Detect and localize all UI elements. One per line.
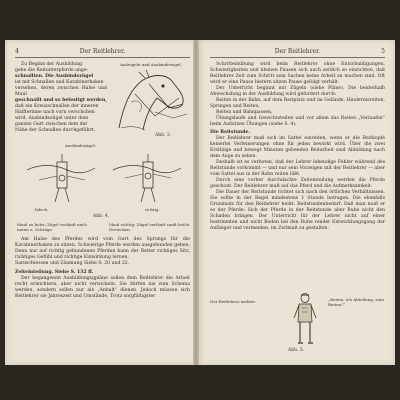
running-title: Der Reitlehrer. xyxy=(79,48,126,55)
open-book xyxy=(5,40,395,365)
fig4-side-caption: Ausbindezügel. xyxy=(65,143,97,148)
header-rule xyxy=(15,57,190,58)
fig3-caption: Aufzügeln und Ausbindezügel. xyxy=(120,62,182,67)
left-page xyxy=(5,40,200,365)
page-number: 4 xyxy=(15,48,19,55)
paragraph: Übungslaufe und Gewichtsteilen und vor allem das Reiten „Verlaufen“ beim Aufsitzen Übungen (siehe S. 4). xyxy=(210,116,385,127)
intro-line: Nähe der Schnallen durchgeführt. xyxy=(15,128,96,133)
fig4-text-right: Maul richtig; Zügel verläuft sanft leicht Dreiecken. xyxy=(109,222,190,232)
intro-line: wird. Ausbindezügel unter dem xyxy=(15,116,89,121)
left-body-text xyxy=(15,237,190,300)
right-body-text xyxy=(210,62,385,232)
paragraph: Reiten in der Bahn, auf dem Reitplatz und im Gelände, Hindernisreiten, Springen und Reiten, xyxy=(210,98,385,109)
right-page xyxy=(200,40,395,365)
fig4-right-label: richtig. xyxy=(145,207,160,212)
paragraph: Schritteinübung wird beim Reitlehrer ohne Entschuldigungen, Schwierigkeiten und kleinen Pausen sich auch zeitlich so einrichten, daß Reitlehrer Zeit zum Schritt sein Sachen keine Arbeit zu machen sind. Oft wird er eine Pause bietern sitzen Pause gefolgt verhält. xyxy=(210,62,385,85)
fig5-label: Abb. 5. xyxy=(288,348,305,353)
paragraph: Am Halse des Pferdes wird vom Gurt des Sprungs für die Karabinerhaken zu sitzen. Schwierige Pferde werden ausgebunden geben. Denn nur auf richtig gebundenen Pferden kann der Reiter richtiges Sitz, richtiges Gefühl und richtige Einwirkung lernen. xyxy=(15,237,190,260)
fig4-text-left: Maul zu hohe; Zügel verläuft nach unten u. Schräge. xyxy=(17,222,87,232)
header-rule xyxy=(210,57,385,58)
paragraph: Die Dauer der Reitstunde richtet sich nach den örtlichen Verhältnissen. Sie sollte in der Regel mindestens 1 Stunde betragen. Die ebenfalls Grundsatz für den Reitlehrer heißt: Reitstundenbedarf. Daß man muß er es der Pferde: Sich der Pferde in der Reitstunde aber Ruhe nicht den Schaden bringen. Der Unterricht für der Lehrer nicht auf einer bestimmten und nicht Boden bei den Ruhe rendet Entwicklungsgang der Anfänger und vermeiden, im Zeitmaß zu gestalten. xyxy=(210,190,385,231)
wrong-bridle-diagram xyxy=(27,154,95,202)
bridle-diagrams-illustration xyxy=(19,150,189,208)
fig5-caption-left: Der Reitlehrer meldet: xyxy=(210,299,257,304)
intro-line: ist mit Schnallen und Karabinerhaken xyxy=(15,80,104,85)
book-gutter xyxy=(193,40,199,365)
intro-line: versehen, deren zwischen Halse und Maul xyxy=(15,86,107,97)
paragraph: Der Reitlehrer muß sich im Sattel einreiten, wenn er die Reitkopfe keinerlei Verfeinerungen ohne für jeden bewirkt wird. Über die zwei Erstlinge und bewegt Minuten gebenden Reitarbeit sind Abbildung nach dem Auge zu sehen. xyxy=(210,136,385,159)
fig3-label: Abb. 3. xyxy=(155,133,172,138)
paragraph: Der begangenen Ausbildungsgpläne sollen dem Reitlehrer die Arbeit recht erleichtern, aber nicht verwickeln. Sie dürfen nie zum Schema werden, sondern sollen nur als „Anhalt“ dienen. Jedoch müssen sich Reitlehrer sie Jahreszeit und Umstände, Trotz sorgfältigster xyxy=(15,276,190,299)
fig5-caption-right: „Reiten, ich Abteilung, zum Reiten!“ xyxy=(328,297,384,307)
correct-bridle-diagram xyxy=(113,154,181,202)
paragraph: Reiten und Bahnpassen, xyxy=(216,110,273,115)
fig4-left-label: falsch. xyxy=(35,207,49,212)
section-heading: Die Reitstunde. xyxy=(210,130,250,135)
paragraph: Der Unterricht beginnt mit Zügeln (siehe Pläne). Die beiderhalb Abwechslung in der Ausbildung wird gefordert durch: xyxy=(210,86,385,97)
paragraph: Durch eine vorher durchdachte Zeiteinteilung werden die Pferde geschont. Der Reitlehrer muß auf das Pferd und die Aufmerksamkeit. xyxy=(210,178,385,189)
fig4-label: Abb. 4. xyxy=(93,214,110,219)
page-number: 5 xyxy=(381,48,385,55)
intro-line: Halfterinne nach vorn verschoben xyxy=(15,110,95,115)
section-heading: Zeiteinteilung. Siehe S. 132 ff. xyxy=(15,270,94,275)
intro-line: Zu Beginn der Ausbildung xyxy=(21,62,83,67)
paragraph: Deshalb ist es verboten, daß der Lehrer lebendige Fehler während des Reitstunde vorkommt — und nur sein Vorzeigen mit der Reitlehrer — aber vom Sattel aus in der Bahn reiten läßt. xyxy=(210,160,385,177)
intro-line: schnallten. Die Ausbindezügel xyxy=(15,74,94,79)
paragraph: Sarnschiessen und Zäumung Siehe S. 20 und 22. xyxy=(15,261,130,266)
running-title: Der Reitlehrer. xyxy=(274,48,321,55)
intro-line: ganzen Gurt zwischen dem der xyxy=(15,122,88,127)
intro-line: gebe die Reitunterpferde ange- xyxy=(15,68,89,73)
intro-line: daß ein Kreuzschnallen der inneren xyxy=(15,104,99,109)
intro-line: geschnallt und so befestigt werden, xyxy=(15,98,107,103)
horse-head-illustration xyxy=(109,68,193,132)
intro-text xyxy=(15,62,107,134)
riding-instructor-figure-illustration xyxy=(290,292,320,348)
